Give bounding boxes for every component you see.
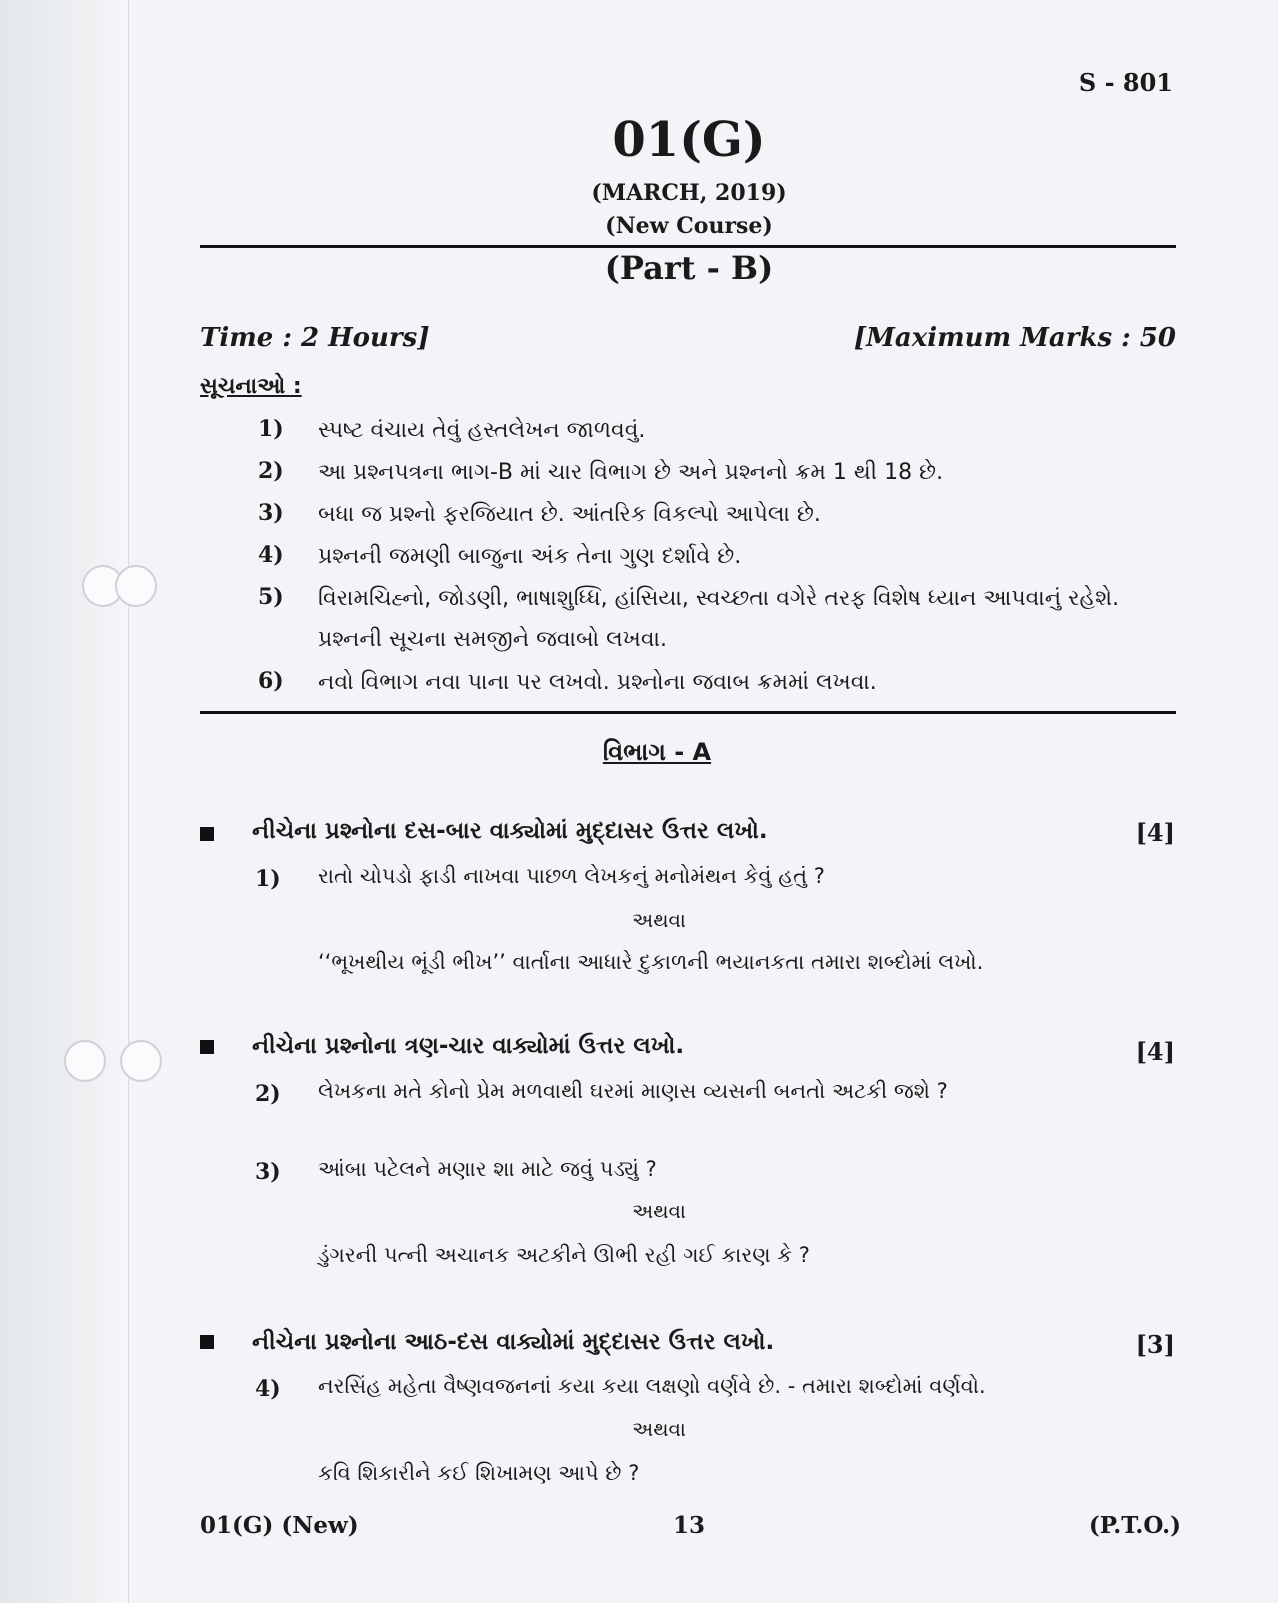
question-text: આંબા પટેલને મણાર શા માટે જવું પડ્યું ? — [318, 1157, 657, 1181]
or-label: અથવા — [632, 1199, 686, 1223]
question-marks: [4] — [1135, 1037, 1175, 1066]
alternate-question: ‘‘ભૂખથીય ભૂંડી ભીખ’’ વાર્તાના આધારે દુકાળની ભયાનકતા તમારા શબ્દોમાં લખો. — [318, 950, 984, 974]
instruction-number: 4) — [258, 542, 284, 568]
punch-hole — [115, 565, 157, 607]
question-number: 4) — [255, 1376, 281, 1402]
question-text: રાતો ચોપડો ફાડી નાખવા પાછળ લેખકનું મનોમંથન કેવું હતું ? — [318, 864, 825, 888]
or-label: અથવા — [632, 908, 686, 932]
question-number: 1) — [255, 866, 281, 892]
question-number: 3) — [255, 1159, 281, 1185]
question-group-heading: નીચેના પ્રશ્નોના ત્રણ-ચાર વાક્યોમાં ઉત્તર લખો. — [252, 1033, 685, 1059]
instruction-text: સ્પષ્ટ વંચાય તેવું હસ્તલેખન જાળવવું. — [318, 418, 646, 443]
part-label: (Part - B) — [604, 249, 774, 287]
paper-code: S - 801 — [1078, 68, 1173, 97]
alternate-question: ડુંગરની પત્ની અચાનક અટકીને ઊભી રહી ગઈ કારણ કે ? — [318, 1243, 810, 1267]
maximum-marks: [Maximum Marks : 50 — [853, 323, 1176, 353]
time-allowed: Time : 2 Hours] — [200, 323, 430, 353]
punch-hole — [64, 1040, 106, 1082]
question-text: નરસિંહ મહેતા વૈષ્ણવજનનાં કયા કયા લક્ષણો વર્ણવે છે. - તમારા શબ્દોમાં વર્ણવો. — [318, 1374, 986, 1398]
instruction-number: 6) — [258, 668, 284, 694]
instructions-heading: સૂચનાઓ : — [200, 374, 302, 399]
page-number: 13 — [673, 1512, 706, 1539]
punch-hole — [120, 1040, 162, 1082]
divider — [200, 711, 1176, 714]
instruction-text: નવો વિભાગ નવા પાના પર લખવો. પ્રશ્નોના જવાબ ક્રમમાં લખવા. — [318, 670, 877, 695]
footer-paper-code: 01(G) (New) — [200, 1512, 359, 1539]
question-number: 2) — [255, 1081, 281, 1107]
instruction-number: 1) — [258, 416, 284, 442]
instruction-text: વિરામચિહ્નો, જોડણી, ભાષાશુધ્ધિ, હાંસિયા, સ્વચ્છતા વગેરે તરફ વિશેષ ધ્યાન આપવાનું રહેશે. પ્રશ્નની સૂચના સમજીને જવાબો લખવા. — [318, 586, 1120, 652]
question-marks: [4] — [1135, 818, 1175, 847]
instruction-number: 5) — [258, 584, 284, 610]
question-group-heading: નીચેના પ્રશ્નોના દસ-બાર વાક્યોમાં મુદ્દાસર ઉત્તર લખો. — [252, 818, 768, 844]
subject-code: 01(G) — [612, 112, 766, 168]
question-group-heading: નીચેના પ્રશ્નોના આઠ-દસ વાક્યોમાં મુદ્દાસર ઉત્તર લખો. — [252, 1329, 775, 1355]
divider — [200, 245, 1176, 248]
bullet-icon — [200, 1040, 214, 1054]
instruction-text: પ્રશ્નની જમણી બાજુના અંક તેના ગુણ દર્શાવે છે. — [318, 544, 742, 569]
instruction-number: 3) — [258, 500, 284, 526]
question-marks: [3] — [1135, 1330, 1175, 1359]
exam-date: (MARCH, 2019) — [591, 180, 787, 206]
bullet-icon — [200, 827, 214, 841]
course-label: (New Course) — [605, 213, 773, 239]
instruction-text: બધા જ પ્રશ્નો ફરજિયાત છે. આંતરિક વિકલ્પો આપેલા છે. — [318, 502, 821, 527]
or-label: અથવા — [632, 1417, 686, 1441]
bullet-icon — [200, 1335, 214, 1349]
instruction-number: 2) — [258, 458, 284, 484]
question-text: લેખકના મતે કોનો પ્રેમ મળવાથી ઘરમાં માણસ વ્યસની બનતો અટકી જશે ? — [318, 1079, 948, 1103]
section-title: વિભાગ - A — [602, 738, 712, 766]
pto-label: (P.T.O.) — [1088, 1512, 1181, 1539]
page-edge — [0, 0, 129, 1603]
instruction-text: આ પ્રશ્નપત્રના ભાગ-B માં ચાર વિભાગ છે અને પ્રશ્નનો ક્રમ 1 થી 18 છે. — [318, 460, 944, 485]
alternate-question: કવિ શિકારીને કઈ શિખામણ આપે છે ? — [318, 1461, 640, 1485]
